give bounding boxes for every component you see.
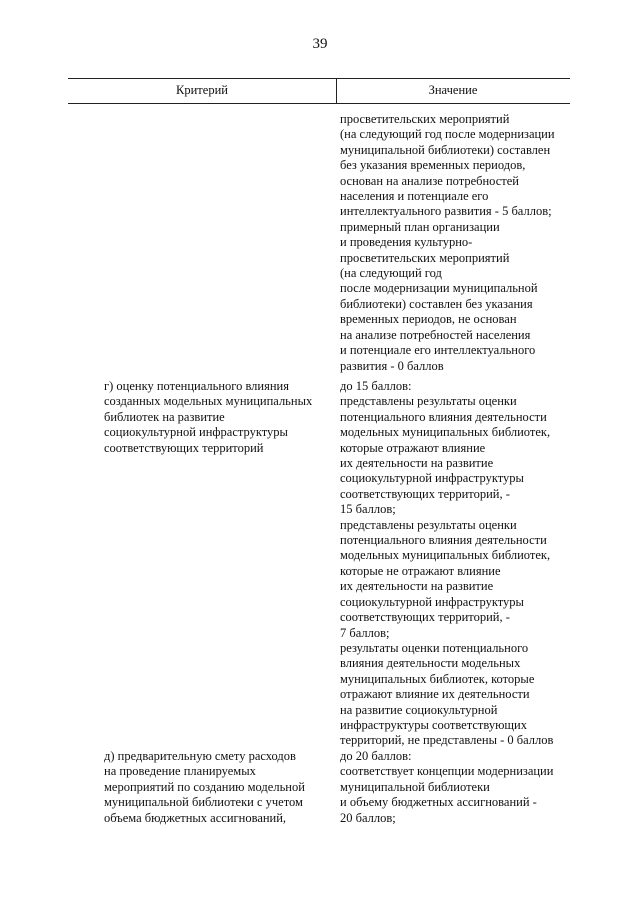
table-header xyxy=(68,78,570,104)
row-3-criterion: д) предварительную смету расходов на проведение планируемых мероприятий по созданию модельной муниципальной библиотеки с учетом объема бюджетных ассигнований, xyxy=(104,749,305,825)
row-3-value: до 20 баллов: соответствует концепции модернизации муниципальной библиотеки и объему бюджетных ассигнований - 20 баллов; xyxy=(340,749,554,825)
row-2-criterion: г) оценку потенциального влияния созданных модельных муниципальных библиотек на развитие социокультурной инфраструктуры соответствующих территорий xyxy=(104,379,313,455)
row-1-value: просветительских мероприятий (на следующий год после модернизации муниципальной библиотеки) составлен без указания временных периодов, основан на анализе потребностей населения и потенциале его интеллектуального развития - 5 баллов; примерный план организации и проведения культурно- просветительских мероприятий (на следующий год после модернизации муниципальной библиотеки) составлен без указания временных периодов, не основан на анализе потребностей населения и потенциале его интеллектуального развития - 0 баллов xyxy=(340,112,555,373)
row-2-value: до 15 баллов: представлены результаты оценки потенциального влияния деятельности модельных муниципальных библиотек, которые отражают влияние их деятельности на развитие социокультурной инфраструктуры соответствующих территорий, - 15 баллов; представлены результаты оценки потенциального влияния деятельности модельных муниципальных библиотек, которые не отражают влияние их деятельности на развитие социокультурной инфраструктуры соответствующих территорий, - 7 баллов; результаты оценки потенциального влияния деятельности модельных муниципальных библиотек, которые отражают влияние их деятельности на развитие социокультурной инфраструктуры соответствующих территорий, не представлены - 0 баллов xyxy=(340,379,554,748)
header-criterion: Критерий xyxy=(176,83,228,97)
page-number: 39 xyxy=(312,36,328,52)
header-value: Значение xyxy=(428,83,478,97)
